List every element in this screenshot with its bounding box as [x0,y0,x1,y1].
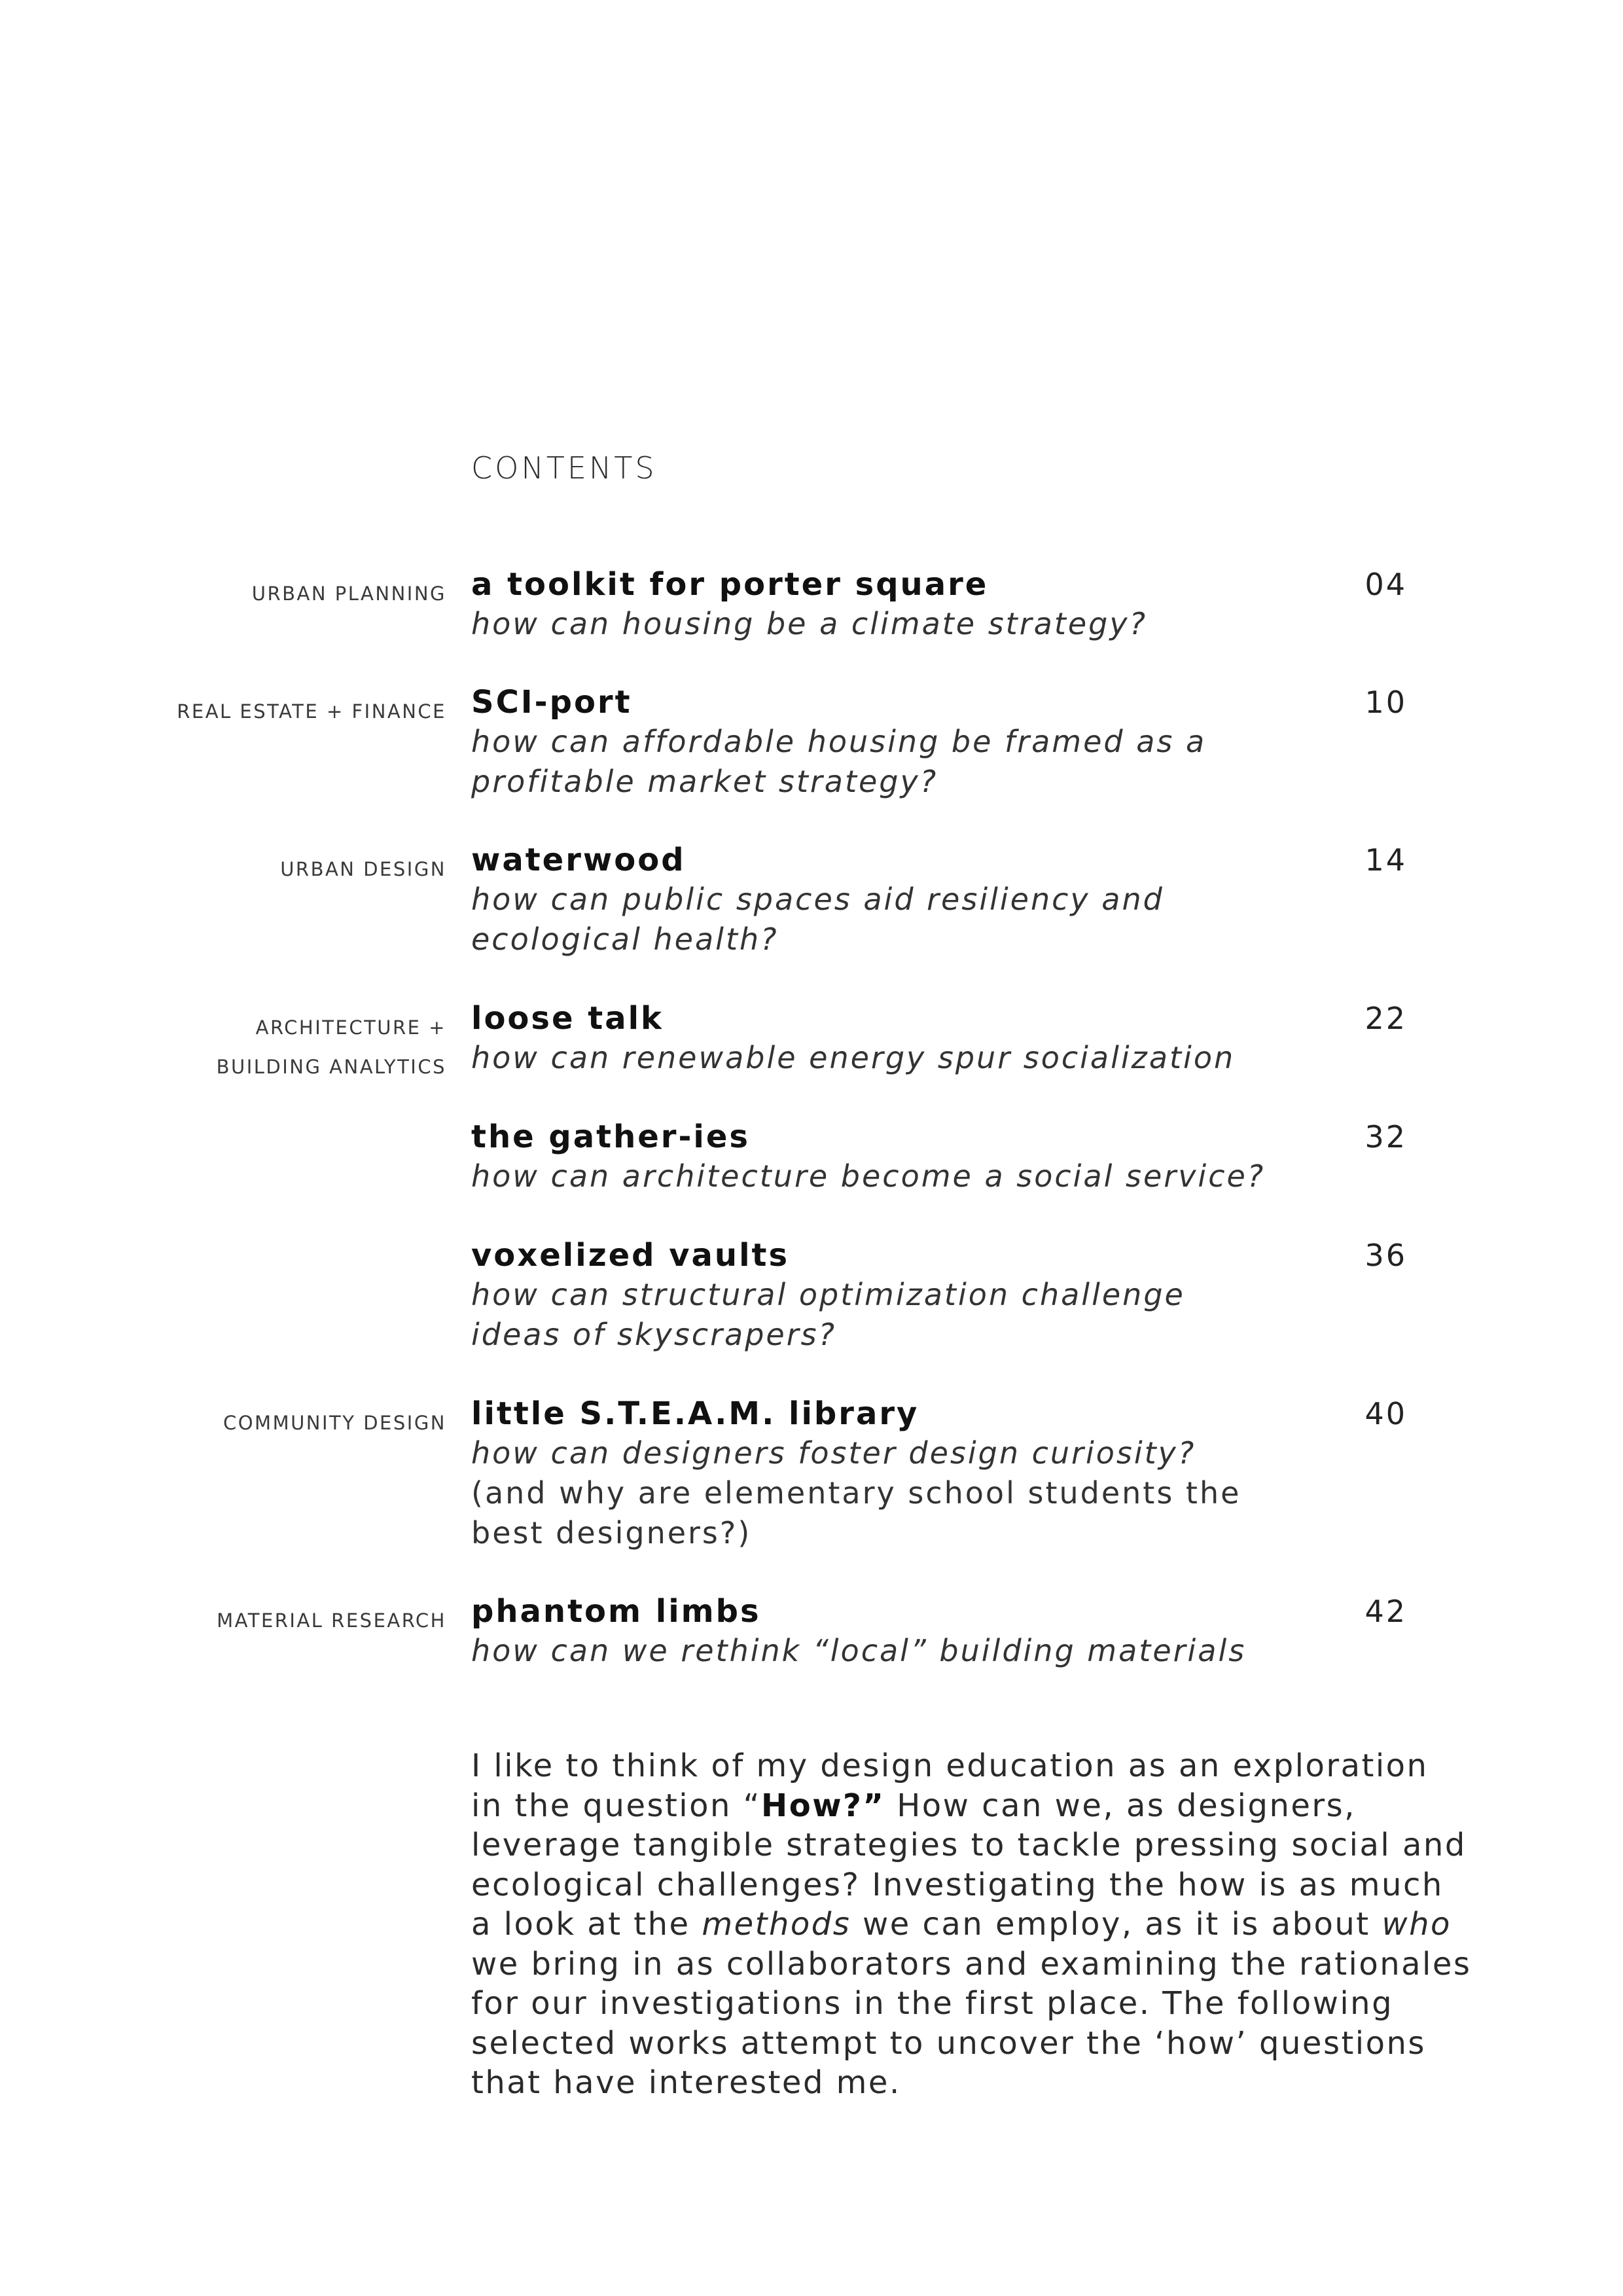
intro-line: that have interested me. [471,2064,901,2101]
intro-line: we bring in as collaborators and examining the rationales [471,1945,1472,1982]
toc-page-number: 32 [1364,1119,1407,1155]
toc-note: best designers?) [471,1515,752,1551]
toc-question: how can renewable energy spur socialization [471,1040,1236,1075]
intro-line: in the question “How?” How can we, as designers, [471,1787,1356,1824]
intro-emphasis-how: How?” [761,1787,885,1824]
toc-category: URBAN DESIGN [280,858,446,880]
page-title: CONTENTS [471,450,657,486]
intro-line: ecological challenges? Investigating the how is as much [471,1866,1444,1903]
toc-category: MATERIAL RESEARCH [217,1609,446,1632]
toc-title[interactable]: SCI-port [471,684,632,721]
intro-emphasis-methods: methods [702,1906,851,1943]
toc-title[interactable]: a toolkit for porter square [471,566,989,603]
toc-title[interactable]: waterwood [471,842,686,878]
intro-line: I like to think of my design education as an exploration [471,1748,1429,1784]
intro-paragraph [471,1746,1472,2103]
toc-question: how can we rethink “local” building materials [471,1633,1247,1668]
toc-title[interactable]: little S.T.E.A.M. library [471,1395,919,1432]
intro-line: for our investigations in the first place. The following [471,1985,1394,2022]
toc-title[interactable]: loose talk [471,1000,664,1037]
toc-page-number: 10 [1364,685,1407,720]
toc-question: how can architecture become a social service? [471,1158,1266,1194]
toc-question: how can designers foster design curiosity? (and why are elementary school students the best designers?) [471,1433,1217,1553]
toc-page-number: 22 [1364,1001,1407,1036]
toc-category: REAL ESTATE + FINANCE [177,700,446,723]
toc-category: COMMUNITY DESIGN [223,1412,446,1434]
toc-category: URBAN PLANNING [251,583,446,605]
toc-question: how can structural optimization challenge ideas of skyscrapers? [471,1277,1185,1352]
toc-page-number: 40 [1364,1396,1407,1431]
toc-question: how can public spaces aid resiliency and ecological health? [471,882,1164,957]
toc-title[interactable]: voxelized vaults [471,1237,790,1274]
intro-line: selected works attempt to uncover the ‘how’ questions [471,2024,1426,2062]
toc-title[interactable]: phantom limbs [471,1593,761,1630]
toc-page-number: 04 [1364,567,1407,602]
intro-line: a look at the methods we can employ, as it is about who [471,1906,1452,1943]
toc-note: (and why are elementary school students the [471,1475,1241,1511]
toc-title[interactable]: the gather-ies [471,1119,750,1155]
toc-category: ARCHITECTURE + BUILDING ANALYTICS [216,1016,446,1078]
toc-page-number: 36 [1364,1238,1407,1273]
intro-line: leverage tangible strategies to tackle pressing social and [471,1827,1467,1863]
intro-emphasis-who: who [1382,1906,1452,1943]
toc-page-number: 14 [1364,842,1407,878]
toc-page-number: 42 [1364,1594,1407,1629]
toc-question: how can affordable housing be framed as a profitable market strategy? [471,724,1207,799]
toc-question: how can housing be a climate strategy? [471,606,1147,641]
